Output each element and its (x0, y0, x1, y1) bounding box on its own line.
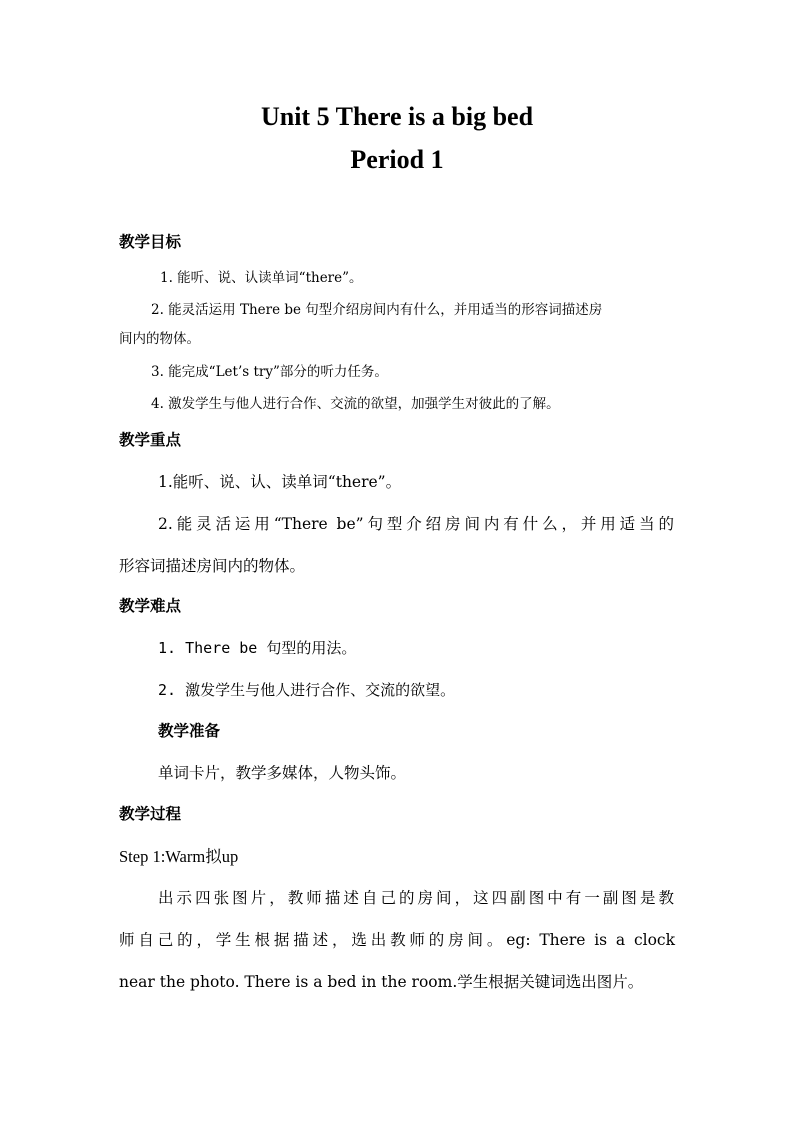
objectives-heading: 教学目标 (119, 233, 182, 251)
preparation-text: 单词卡片，教学多媒体，人物头饰。 (158, 764, 407, 782)
process-heading: 教学过程 (119, 805, 182, 823)
page-subtitle: Period 1 (350, 145, 444, 174)
key-point-text: 1.能听、说、认、读单词“there”。 (158, 473, 402, 491)
difficulty-item: 1. There be 句型的用法。 (158, 639, 357, 657)
objective-item: 4. 激发学生与他人进行合作、交流的欲望，加强学生对彼此的了解。 (151, 396, 560, 412)
difficulty-item: 2. 激发学生与他人进行合作、交流的欲望。 (158, 681, 456, 699)
process-paragraph-line: near the photo. There is a bed in the room.学生根据关键词选出图片。 (119, 973, 644, 991)
key-point-item-continued: 形容词描述房间内的物体。 (119, 557, 306, 575)
process-paragraph-line: 师自己的，学生根据描述，选出教师的房间。eg: There is a clock (119, 931, 675, 949)
process-paragraph-line: 出示四张图片，教师描述自己的房间，这四副图中有一副图是教 (158, 889, 674, 907)
objective-item-continued: 间内的物体。 (119, 331, 200, 347)
objective-item: 1. 能听、说、认读单词“there”。 (160, 270, 363, 286)
page-title: Unit 5 There is a big bed (260, 102, 534, 131)
objective-item: 2. 能灵活运用 There be 句型介绍房间内有什么，并用适当的形容词描述房 (151, 302, 603, 318)
step1-title: Step 1:Warm拟up (119, 847, 239, 866)
key-point-item (158, 472, 401, 492)
key-point-item: 2.能灵活运用“There be”句型介绍房间内有什么，并用适当的 (158, 515, 674, 533)
preparation-heading: 教学准备 (158, 722, 221, 740)
difficulties-heading: 教学难点 (119, 597, 182, 615)
objective-item: 3. 能完成“Let’s try”部分的听力任务。 (151, 364, 388, 380)
key-points-heading: 教学重点 (119, 431, 182, 449)
